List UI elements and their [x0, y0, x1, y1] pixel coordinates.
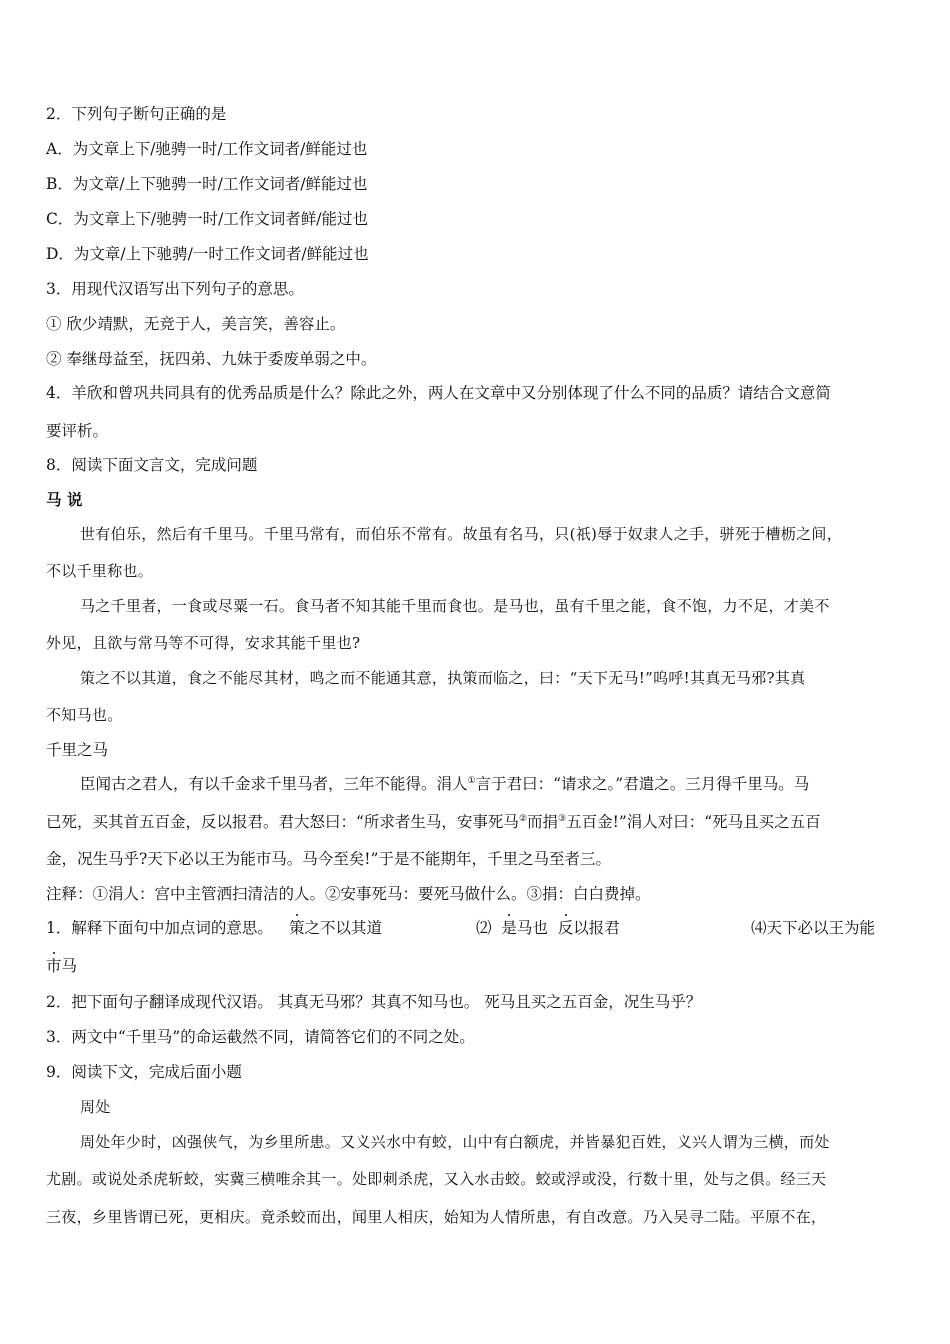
- q8-title-qianli-zhi-ma: 千里之马: [46, 741, 109, 759]
- para4-line2-text-b: 而捐: [527, 813, 559, 831]
- q2-option-a: A．为文章上下/驰骋一时/工作文词者/鲜能过也: [46, 140, 368, 158]
- q8-para2-line1: 马之千里者，一食或尽粟一石。食马者不知其能千里而食也。是马也，虽有千里之能，食不饱，力不足，才美不: [80, 597, 830, 615]
- q8-sub1-lead: 1．解释下面句中加点词的意思。: [46, 919, 273, 937]
- dotted-char-shi: 是: [501, 919, 517, 937]
- q8-sub1-item-a: [289, 918, 382, 938]
- q8-sub1-item-d: ⑷天下必以王为能: [751, 919, 876, 937]
- item-c-rest: 以报君: [573, 919, 620, 937]
- q4-line-2: 要评析。: [46, 422, 109, 440]
- item-b-rest: 马也: [516, 919, 548, 937]
- para4-line2-text-a: 已死，买其首五百金，反以报君。君大怒曰：“所求者生马，安事死马: [46, 813, 519, 831]
- q2-stem: 2．下列句子断句正确的是: [46, 105, 227, 123]
- q8-sub1-item-b: [476, 918, 620, 938]
- q9-para1-line3: 三夜，乡里皆谓已死，更相庆。竟杀蛟而出，闻里人相庆，始知为人情所患，有自改意。乃入吴寻二陆。平原不在，: [46, 1208, 827, 1226]
- q9-para1-line2: 尤剧。或说处杀虎斩蛟，实冀三横唯余其一。处即刺杀虎，又入水击蛟。蛟或浮或没，行数十里，处与之俱。经三天: [46, 1170, 827, 1188]
- item-a-rest: 之不以其道: [304, 919, 383, 937]
- dotted-char-shi-market: 市: [46, 957, 62, 975]
- q8-para4-line3: 金，况生马乎?天下必以王为能市马。马今至矣!”于是不能期年，千里之马至者三。: [46, 850, 611, 868]
- q8-para4-line2: [46, 812, 821, 832]
- footnote-mark-3: ③: [558, 814, 567, 824]
- q8-para1-line2: 不以千里称也。: [46, 562, 154, 580]
- q8-sub3: 3．两文中“千里马”的命运截然不同，请简答它们的不同之处。: [46, 1028, 475, 1046]
- q4-line-1: 4．羊欣和曾巩共同具有的优秀品质是什么？除此之外，两人在文章中又分别体现了什么不同的品质？请结合文意简: [46, 384, 831, 402]
- q3-stem: 3．用现代汉语写出下列句子的意思。: [46, 280, 304, 298]
- q8-para4-line1: [80, 774, 809, 794]
- para4-line2-text-c: 五百金!”涓人对曰：“死马且买之五百: [566, 813, 821, 831]
- q3-item-2: ② 奉继母益至，抚四弟、九妹于委废单弱之中。: [46, 350, 377, 368]
- footnote-mark-1: ①: [467, 776, 476, 786]
- q2-option-b: B．为文章/上下驰骋一时/工作文词者/鲜能过也: [46, 175, 368, 193]
- q8-para1-line1: 世有伯乐，然后有千里马。千里马常有，而伯乐不常有。故虽有名马，只(祇)辱于奴隶人之手，骈死于槽枥之间，: [80, 525, 843, 543]
- q8-title-ma-shuo: 马 说: [46, 490, 83, 509]
- q2-option-c: C．为文章上下/驰骋一时/工作文词者鲜/能过也: [46, 210, 369, 228]
- dotted-char-fan: 反: [557, 919, 574, 937]
- q8-sub2: 2．把下面句子翻译成现代汉语。 其真无马邪？其真不知马也。 死马且买之五百金，况生马乎？: [46, 993, 702, 1011]
- footnote-mark-2: ②: [518, 814, 528, 824]
- q8-sub1-line2: [46, 956, 77, 976]
- dotted-char-ce: 策: [289, 919, 305, 937]
- para4-line1-text-a: 臣闻古之君人，有以千金求千里马者，三年不能得。涓人: [80, 775, 468, 793]
- q8-notes: 注释：①涓人：宫中主管洒扫清洁的人。②安事死马：要死马做什么。③捐：白白费掉。: [46, 885, 651, 903]
- item-b-number: ⑵: [476, 919, 492, 937]
- q9-title: 周处: [80, 1098, 111, 1116]
- q8-stem: 8．阅读下面文言文，完成问题: [46, 456, 258, 474]
- q2-option-d: D．为文章/上下驰骋/一时工作文词者/鲜能过也: [46, 245, 369, 263]
- q3-item-1: ① 欣少靖默，无竞于人，美言笑，善容止。: [46, 315, 346, 333]
- item-d-rest: 马: [61, 957, 78, 975]
- q9-para1-line1: 周处年少时，凶强侠气，为乡里所患。又义兴水中有蛟，山中有白额虎，并皆暴犯百姓，义兴人谓为三横，而处: [80, 1133, 830, 1151]
- para4-line1-text-b: 言于君曰：“请求之。”君遣之。三月得千里马。马: [475, 775, 810, 793]
- q8-para3-line1: 策之不以其道，食之不能尽其材，鸣之而不能通其意，执策而临之，曰：“天下无马!”呜呼!其真无马邪?其真: [80, 669, 806, 687]
- q8-para3-line2: 不知马也。: [46, 706, 123, 724]
- q9-stem: 9．阅读下文，完成后面小题: [46, 1063, 242, 1081]
- q8-para2-line2: 外见，且欲与常马等不可得，安求其能千里也?: [46, 634, 361, 652]
